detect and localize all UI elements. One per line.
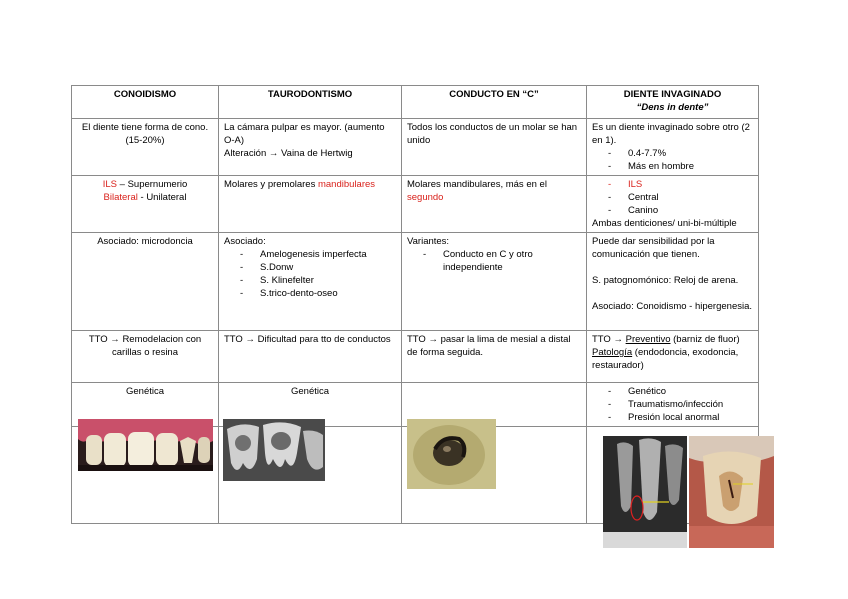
cell-r1-c3: Todos los conductos de un molar se han unido: [402, 119, 587, 176]
root-canal-photo: [407, 419, 496, 489]
list-item: - S. Klinefelter: [224, 274, 396, 287]
text-patologia: Patología: [592, 347, 633, 358]
text-supernumerio: – Supernumerio: [117, 179, 188, 190]
cell-r4-c2: TTO → Dificultad para tto de conductos: [219, 331, 402, 383]
text-alteracion: Alteración → Vaina de Hertwig: [224, 148, 353, 159]
text-molares-premolares: Molares y premolares: [224, 179, 318, 190]
list-item: - S.Donw: [224, 261, 396, 274]
text-ils: ILS: [102, 179, 118, 190]
text-camara-pulpar: La cámara pulpar es mayor. (aumento O-A): [224, 122, 385, 146]
text-asociado-conoidismo: Asociado: Conoidismo - hipergenesia.: [592, 301, 753, 312]
table-row: [72, 176, 759, 233]
cell-r2-c2: [219, 176, 402, 233]
header-diente-invaginado-title: DIENTE INVAGINADO: [623, 89, 722, 100]
cell-r2-c1: [72, 176, 219, 233]
list-item: - Genético: [592, 385, 753, 398]
cell-r3-c2: [219, 233, 402, 331]
cell-r3-c3: [402, 233, 587, 331]
table-row: [72, 119, 759, 176]
text-tto: TTO →: [592, 334, 626, 345]
text-variantes: Variantes:: [407, 236, 450, 247]
header-conducto-c: CONDUCTO EN “C”: [402, 86, 587, 119]
text-patognomonico: S. patognomónico: Reloj de arena.: [592, 275, 739, 286]
list-item: - Más en hombre: [592, 160, 753, 173]
header-conoidismo: CONOIDISMO: [72, 86, 219, 119]
clinical-photo: [689, 436, 774, 548]
header-diente-invaginado: [587, 86, 759, 119]
list-item: - Amelogenesis imperfecta: [224, 248, 396, 261]
list-item: - Conducto en C y otro independiente: [407, 248, 581, 274]
dental-xray: [223, 419, 325, 481]
text-preventivo: Preventivo: [625, 334, 671, 345]
cell-r5-c4: [587, 383, 759, 427]
teeth-photo: [78, 419, 213, 471]
text-asociado: Asociado:: [224, 236, 266, 247]
list-item: - 0.4-7.7%: [592, 147, 753, 160]
cell-r4-c3: TTO → pasar la lima de mesial a distal de forma seguida.: [402, 331, 587, 383]
cell-r4-c1: TTO → Remodelacion con carillas o resina: [72, 331, 219, 383]
header-taurodontismo: TAURODONTISMO: [219, 86, 402, 119]
cell-r1-c2: [219, 119, 402, 176]
text-diente-invaginado: Es un diente invaginado sobre otro (2 en 1).: [592, 122, 750, 146]
cell-r3-c1: Asociado: microdoncia: [72, 233, 219, 331]
cell-r2-c4: [587, 176, 759, 233]
text-ambas-denticiones: Ambas denticiones/ uni-bi-múltiple: [592, 218, 737, 229]
cell-r3-c4: [587, 233, 759, 331]
text-mandibulares: mandibulares: [317, 179, 376, 190]
text-unilateral: - Unilateral: [137, 192, 187, 203]
list-item: - Central: [592, 191, 753, 204]
text-sensibilidad: Puede dar sensibilidad por la comunicación que tienen.: [592, 236, 715, 260]
list-item: - Presión local anormal: [592, 411, 753, 424]
list-item: - S.trico-dento-oseo: [224, 287, 396, 300]
periapical-xray: [603, 436, 687, 548]
list-item: - ILS: [592, 178, 753, 191]
text-barniz: (barniz de fluor): [670, 334, 740, 345]
header-dens-in-dente: “Dens in dente”: [636, 102, 709, 113]
table-row: [72, 233, 759, 331]
text-endodoncia: (endodoncia, exodoncia, restaurador): [592, 347, 739, 371]
header-row: [72, 86, 759, 119]
text-molares-mandibulares: Molares mandibulares, más en el: [407, 179, 547, 190]
text-segundo: segundo: [407, 192, 444, 203]
cell-r2-c3: [402, 176, 587, 233]
list-item: - Canino: [592, 204, 753, 217]
cell-r5-c2: Genética: [219, 383, 402, 427]
cell-r5-c1: Genética: [72, 383, 219, 427]
cell-r1-c4: [587, 119, 759, 176]
list-item: - Traumatismo/infección: [592, 398, 753, 411]
cell-r4-c4: [587, 331, 759, 383]
text-bilateral: Bilateral: [103, 192, 138, 203]
cell-r1-c1: El diente tiene forma de cono. (15-20%): [72, 119, 219, 176]
table-row: [72, 331, 759, 383]
